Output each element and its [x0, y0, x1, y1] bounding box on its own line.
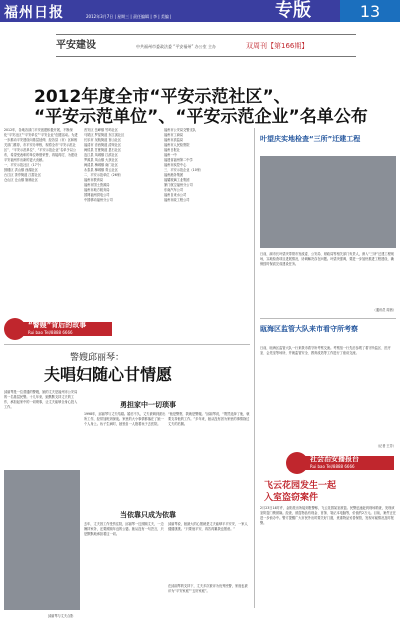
sidebar-body-2: 日前，瓯海区监管大队一行来我市看守所考察交流。考察组一行先后参观了看守所监区、医疗室、会见室等场所，并就监管安全、教育改造等工作进行了座谈交流。	[260, 346, 391, 355]
brief-body: 2月23日14时许，金阳派出所接到报警称，飞云花园某室被盗。民警迅速赶到现场勘查，发现该室防盗门锁被撬。经查，被盗物品有现金、首饰、笔记本电脑等，价值约2万元。目前，案件正在进一步侦办中。警方提醒广大市民外出时要关好门窗，贵重物品妥善保管，发现可疑情况及时报警。	[260, 506, 396, 525]
special-edition-label: 专版	[258, 0, 328, 22]
story-subheading-2: 当依靠只成为依靠	[120, 511, 176, 519]
sidebar-title-2: 瓯海区监管大队来市看守所考察	[260, 325, 358, 333]
story-badge-sub: Rui bao Tel/8888 6666	[28, 330, 73, 335]
issue-info: 2012年3月7日 | 星期三 | 责任编辑 | 李 | 美编 |	[86, 14, 172, 19]
story-subheading-1: 勇担家中一切琐事	[120, 401, 176, 409]
column-name: 双周刊【第166期】	[246, 42, 309, 50]
story-col5: 邱丽琴说，她最大的心愿就是丈夫能够平平安安，一家人健健康康。“只要他平安，再苦再累我也愿意。”	[168, 522, 248, 531]
sidebar-body: 日前，副市长叶望庆带领市发改委、公安局、财政局等相关部门负责人，深入“三所”迁建工程现场，实地检查项目进展情况，协调解决存在问题。叶望庆强调，要进一步加快推进工程建设，确保按时保质完成建设任务。	[260, 252, 394, 266]
story-col6: 在邱丽琴的支持下，丈夫多次被评为优秀民警，家庭也被评为“平安家庭”“五好家庭”。	[168, 584, 248, 593]
section-host-info: 中共福州市委政法委 “平安福州” 办公室 主办	[136, 44, 216, 49]
story-badge-title: “警嫂”背后的故事	[28, 321, 87, 329]
story-column-badge	[4, 318, 112, 340]
brief-badge-title: 社会治安播报台	[310, 455, 359, 463]
column-divider	[254, 128, 255, 608]
story-headline: 夫唱妇随心甘情愿	[44, 365, 173, 384]
brief-badge-sub: Rui bao Tel/8888 6666	[310, 464, 355, 469]
sidebar-title: 叶望庆实地检查“三所”迁建工程	[260, 135, 361, 143]
main-headline-line1: 2012年度全市“平安示范社区”、	[34, 87, 291, 107]
newspaper-name: 福州日报	[4, 5, 64, 21]
story-col3: “他是警察，我就是警嫂。”邱丽琴说，“既然选择了他，就要支持他的工作。”多年来，她从没有因为家里的事情拖过丈夫的后腿。	[168, 412, 250, 426]
section-rule-top	[56, 34, 356, 35]
story-col4: 去年，丈夫因工作受伤住院，邱丽琴一边照顾丈夫，一边操持家务，还要照顾年迈的公婆。她从没有一句怨言，只是默默地承担着这一切。	[84, 522, 164, 536]
inspection-photo	[260, 156, 396, 248]
brief-column-badge	[286, 452, 394, 474]
sidebar-byline: （通讯员 周茜）	[372, 308, 396, 312]
couple-photo	[4, 470, 80, 610]
sidebar-rule	[260, 318, 396, 319]
story-tag: 警嫂邱丽琴：	[70, 353, 125, 363]
photo-caption: 邱丽琴与丈夫合影	[48, 614, 74, 618]
brief-headline-1: 飞云花园发生一起	[264, 481, 337, 491]
section-rule-bottom	[56, 56, 356, 57]
story-rule	[4, 344, 250, 345]
story-col1: 邱丽琴是一位普通的警嫂，她的丈夫是福州市公安局的一名基层民警。十几年来，她默默支持丈夫的工作，承担起家中的一切琐事，让丈夫能够全身心投入工作。	[4, 390, 78, 409]
main-headline-line2: “平安示范单位”、“平安示范企业”名单公布	[34, 107, 368, 127]
story-col2: 1998年，邱丽琴与丈夫结婚。婚后不久，丈夫被调到派出所工作，经常加班到深夜。家里的大小事情都落在了她一个人身上。孩子生病时，她独自一人抱着孩子去医院。	[84, 412, 166, 426]
sidebar-byline-2: （记者 王芳）	[375, 444, 396, 448]
main-article-col1: 2012年，各地各部门平安创建积极开展，不断深化“平安社区”“平安单位”“平安企业”创建活动。为进一步推动平安建设向基层延伸，经各县（市）区和相关部门推荐，市平安办审核，现将全市“平安示范社区”、“平安示范单位”、“平安示范企业”名单予以公布，希望受表彰的单位珍惜荣誉，再接再厉，为建设平安福州作出新的更大贡献。 一、平安示范社区（17个） 鼓楼区 洪山镇 西湖社区 台江区 茶亭街道 江厝社区 仓山区 仓山镇 施埔社区	[4, 128, 78, 182]
section-title: 平安建设	[56, 40, 96, 51]
brief-headline-2: 入室盗窃案件	[264, 493, 319, 503]
page-number: 13	[340, 0, 400, 22]
main-article-col3: 福州市公安局交警支队 福州市工商局 福州市质监局 福州市人民检察院 福州日报社 福州一中 福建省福州第二中学 福州市疾控中心 三、平安示范企业（10家） 福州港务集团 福耀玻璃工业集团 厦门航空福州分公司 东南汽车公司 福州自来水公司 福州市政工程公司	[164, 128, 204, 202]
main-article-col2: 晋安区 岳峰镇 竹屿社区 马尾区 罗星街道 东江滨社区 长乐市 吴航街道 首山社区 福清市 音西街道 清荣社区 闽侯县 甘蔗街道 昙石社区 连江县 凤城镇 江滨社区 罗源县 凤山镇 大获社区 闽清县 梅城镇 南门社区 永泰县 樟城镇 青云社区 二、平安示范单位（26家） 福州市教育局 福州市国土资源局 福州市地方税务局 国网福州供电公司 中国移动福州分公司	[84, 128, 125, 202]
